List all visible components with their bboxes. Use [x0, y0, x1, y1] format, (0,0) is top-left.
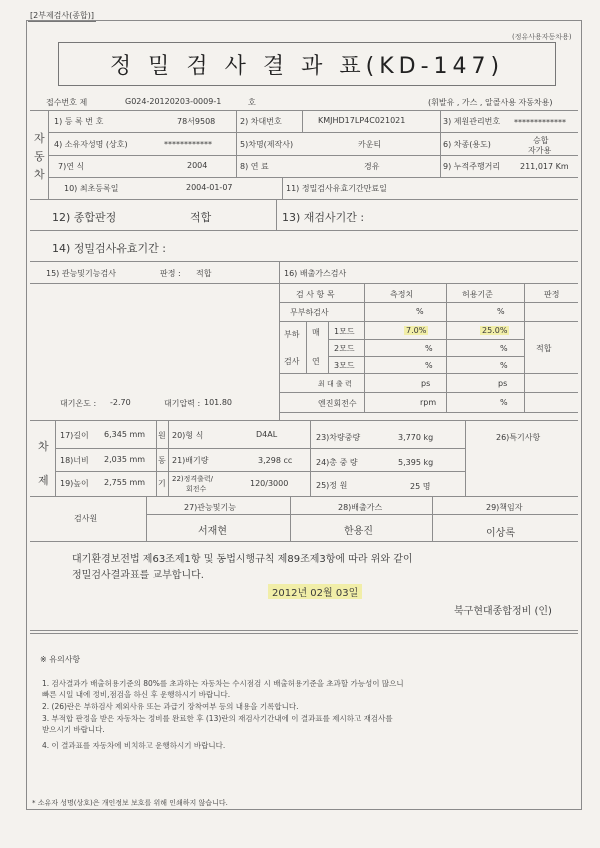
- gross-weight-value: 5,395 kg: [398, 458, 434, 467]
- owner-value: ************: [164, 140, 212, 149]
- document-title: 정 밀 검 사 결 과 표(KD-147): [109, 53, 505, 79]
- vin-label: 2) 차대번호: [240, 117, 282, 126]
- expiry-label: 11) 정밀검사유효기간만료일: [286, 184, 387, 193]
- mileage-value: 211,017 Km: [520, 162, 569, 171]
- note-line-1: 1. 검사결과가 배출허용기준의 80%를 초과하는 자동차는 수시점검 시 배출허용기준을 초과할 가능성이 많으니: [42, 679, 404, 688]
- gross-weight-label: 24)총 중 량: [316, 458, 358, 467]
- width-label: 18)너비: [60, 456, 89, 465]
- rated-label-1: 22)정격출력/: [172, 475, 214, 483]
- model-value: 카운티: [358, 140, 382, 149]
- special-notes-label: 26)특기사항: [496, 433, 541, 442]
- exhaust-header-limit: 허용기준: [462, 290, 493, 299]
- document-usage-tag: (정유사용자동차용): [512, 33, 572, 41]
- function-check-label: 15) 관능및기능검사: [46, 269, 116, 278]
- inspectors-label: 검사원: [74, 514, 98, 523]
- receipt-number: G024-20120203-0009-1: [125, 97, 222, 106]
- note-line-5: 받으시기 바랍니다.: [42, 725, 105, 734]
- mode-1-limit: 25.0%: [482, 326, 508, 335]
- reg-no-label: 1) 등 록 번 호: [54, 117, 104, 126]
- model-label: 5)차명(제작사): [240, 140, 294, 149]
- recheck-period-label: 13) 재검사기간 :: [282, 211, 365, 224]
- inspector-col-function: 27)관능및기능: [184, 503, 236, 512]
- length-label: 17)길이: [60, 431, 89, 440]
- statement-line-2: 정밀검사결과표를 교부합니다.: [72, 570, 204, 581]
- inspector-name-function: 서재현: [198, 526, 227, 537]
- load-label-1: 부하: [284, 330, 300, 339]
- engine-type-label: 20)형 식: [172, 431, 204, 440]
- note-line-4: 3. 부적합 판정을 받은 자동차는 정비를 완료한 후 (13)란의 재검사기간내에 이 결과표를 제시하고 재검사를: [42, 714, 393, 723]
- issue-date: 2012년 02월 03일: [268, 584, 362, 599]
- type-value-2: 자가용: [528, 146, 552, 155]
- inspector-name-exhaust: 한용진: [344, 526, 373, 537]
- max-output-unit-measured: ps: [421, 379, 431, 388]
- capacity-label: 25)정 원: [316, 481, 348, 490]
- note-line-6: 4. 이 결과표를 자동차에 비치하고 운행하시기 바랍니다.: [42, 741, 226, 750]
- capacity-value: 25 명: [410, 482, 431, 491]
- overall-judgement-label: 12) 종합판정: [52, 211, 117, 224]
- engine-rpm-unit-limit: %: [500, 398, 508, 407]
- rated-value: 120/3000: [250, 479, 289, 488]
- load-mid-1: 매: [312, 328, 320, 337]
- atmos-temp-value: -2.70: [110, 398, 131, 407]
- engine-type-value: D4AL: [256, 430, 278, 439]
- year-label: 7)연 식: [58, 162, 85, 171]
- vehicle-group-char-2: 동: [34, 150, 45, 163]
- displacement-value: 3,298 cc: [258, 456, 293, 465]
- specs-mid-char-3: 기: [158, 479, 166, 488]
- mode-3-limit: %: [500, 361, 508, 370]
- atmos-temp-label: 대기온도 :: [60, 399, 97, 408]
- mode-2-measured: %: [425, 344, 433, 353]
- load-label-2: 검사: [284, 357, 300, 366]
- atmos-pressure-value: 101.80: [204, 398, 232, 407]
- exhaust-header-measured: 측정치: [390, 290, 414, 299]
- mode-2-name: 2모드: [334, 344, 355, 353]
- specs-mid-char-2: 동: [158, 456, 166, 465]
- mgmt-value: *************: [514, 118, 566, 127]
- engine-rpm-unit-measured: rpm: [420, 398, 437, 407]
- note-line-2: 빠른 시일 내에 정비,점검을 하신 후 운행하시기 바랍니다.: [42, 690, 231, 699]
- specs-mid-char-1: 원: [158, 431, 166, 440]
- curb-weight-label: 23)차량중량: [316, 433, 361, 442]
- inspector-col-chief: 29)책임자: [486, 503, 523, 512]
- type-value-1: 승합: [533, 136, 549, 145]
- footer-note: * 소유자 성명(상호)은 개인정보 보호를 위해 인쇄하지 않습니다.: [32, 799, 228, 807]
- mode-1-measured: 7.0%: [406, 326, 427, 335]
- function-judge-value: 적합: [196, 269, 212, 278]
- noload-unit-limit: %: [497, 307, 505, 316]
- notes-title: ※ 유의사항: [40, 655, 81, 664]
- first-reg-label: 10) 최초등록일: [64, 184, 119, 193]
- fuel-value: 경유: [364, 162, 380, 171]
- width-value: 2,035 mm: [104, 455, 146, 464]
- rated-label-2: 회전수: [186, 485, 207, 493]
- mileage-label: 9) 누적주행거리: [443, 162, 501, 171]
- fuel-note: (휘발유 , 가스 , 알콜사용 자동차용): [428, 98, 553, 107]
- year-value: 2004: [187, 161, 208, 170]
- atmos-pressure-label: 대기압력 :: [164, 399, 201, 408]
- receipt-label: 접수번호 제: [46, 98, 88, 107]
- max-output-unit-limit: ps: [498, 379, 508, 388]
- issuer-name: 북구현대종합정비 (인): [454, 606, 552, 617]
- vehicle-group-char-3: 차: [34, 168, 45, 181]
- exhaust-judge-value: 적합: [536, 344, 552, 353]
- height-value: 2,755 mm: [104, 478, 146, 487]
- curb-weight-value: 3,770 kg: [398, 433, 434, 442]
- exhaust-header-item: 검 사 항 목: [296, 290, 335, 299]
- validity-period-label: 14) 정밀검사유효기간 :: [52, 242, 166, 255]
- overall-judgement-value: 적합: [190, 211, 212, 224]
- vehicle-group-char-1: 자: [34, 132, 45, 145]
- fuel-label: 8) 연 료: [240, 162, 269, 171]
- mode-3-name: 3모드: [334, 361, 355, 370]
- noload-unit-measured: %: [416, 307, 424, 316]
- mode-3-measured: %: [425, 361, 433, 370]
- document-type-tag: [2부제검사(종합)]: [30, 11, 94, 20]
- displacement-label: 21)배기량: [172, 456, 209, 465]
- noload-label: 무부하검사: [290, 308, 329, 317]
- inspector-name-chief: 이상록: [486, 528, 515, 539]
- mode-2-limit: %: [500, 344, 508, 353]
- receipt-suffix: 호: [248, 98, 256, 107]
- statement-line-1: 대기환경보전법 제63조제1항 및 동법시행규칙 제89조제3항에 따라 위와 같이: [72, 554, 413, 565]
- note-line-3: 2. (26)란은 부하검사 제외사유 또는 과급기 장착여부 등의 내용을 기록합니다.: [42, 702, 299, 711]
- function-judge-label: 판정 :: [160, 269, 181, 278]
- max-output-label: 최 대 출 력: [318, 380, 352, 388]
- exhaust-check-label: 16) 배출가스검사: [284, 269, 347, 278]
- mgmt-label: 3) 제원관리번호: [443, 117, 501, 126]
- length-value: 6,345 mm: [104, 430, 146, 439]
- reg-no-value: 78서9508: [177, 117, 216, 126]
- specs-group-char-1: 차: [38, 440, 49, 453]
- owner-label: 4) 소유자성명 (상호): [54, 140, 128, 149]
- inspector-col-exhaust: 28)배출가스: [338, 503, 383, 512]
- type-label: 6) 차종(용도): [443, 140, 491, 149]
- vin-value: KMJHD17LP4C021021: [318, 116, 406, 125]
- title-box: [58, 42, 556, 86]
- first-reg-value: 2004-01-07: [186, 183, 233, 192]
- specs-group-char-2: 제: [38, 474, 49, 487]
- engine-rpm-label: 엔진회전수: [318, 399, 357, 408]
- mode-1-name: 1모드: [334, 327, 355, 336]
- exhaust-header-judge: 판정: [544, 290, 560, 299]
- height-label: 19)높이: [60, 479, 89, 488]
- load-mid-2: 연: [312, 357, 320, 366]
